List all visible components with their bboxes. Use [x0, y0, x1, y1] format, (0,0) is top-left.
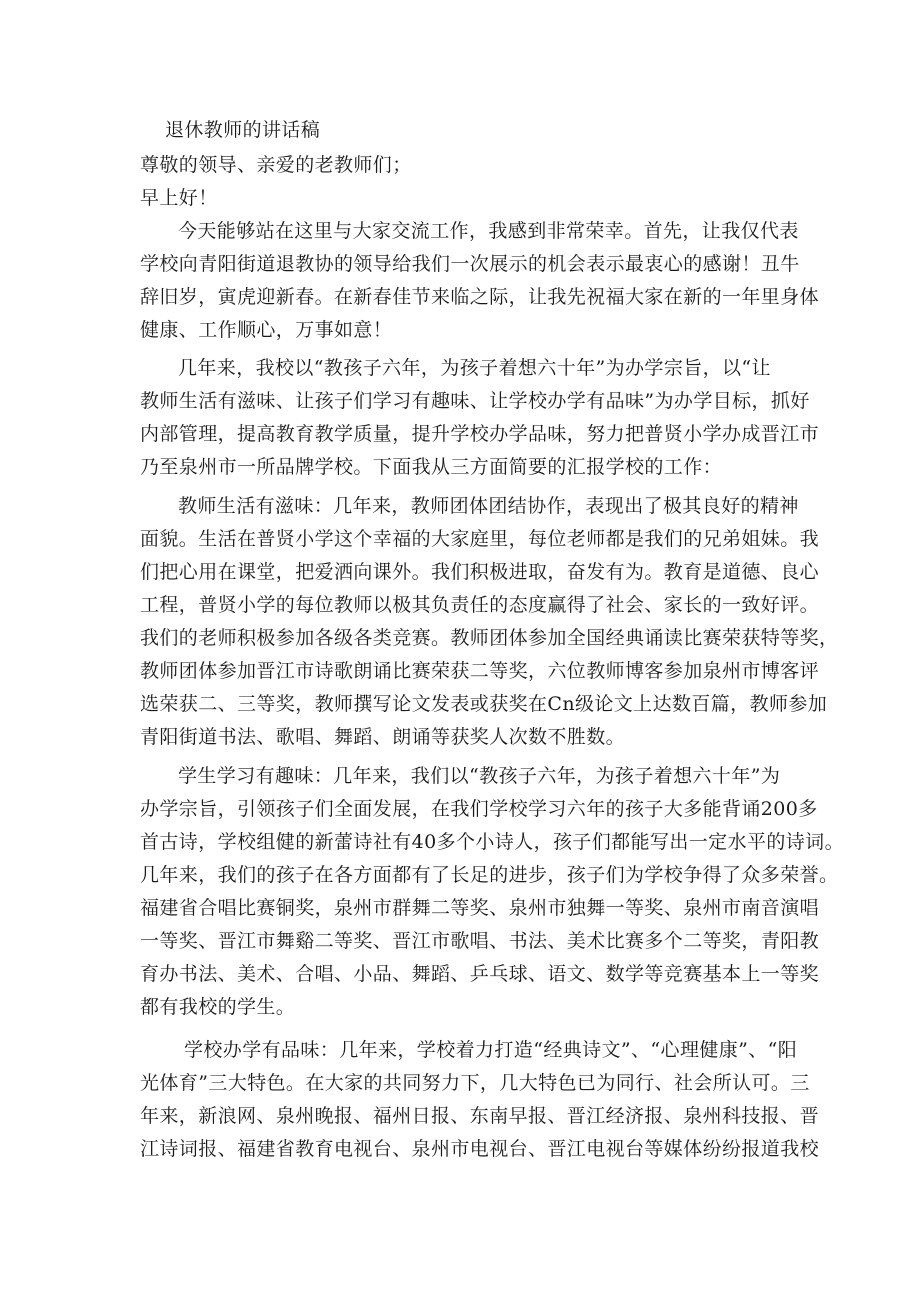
paragraph-1-line: 辞旧岁，寅虎迎新春。在新春佳节来临之际，让我先祝福大家在新的一年里身体 [140, 286, 820, 308]
paragraph-1-line: 今天能够站在这里与大家交流工作，我感到非常荣幸。首先，让我仅代表 [178, 220, 799, 242]
paragraph-2-line: 内部管理，提高教育教学质量，提升学校办学品味，努力把普贤小学办成晋江市 [140, 423, 820, 445]
salutation: 尊敬的领导、亲爱的老教师们； [140, 154, 412, 176]
paragraph-4-line: 福建省合唱比赛铜奖，泉州市群舞二等奖、泉州市独舞一等奖、泉州市南音演唱 [140, 897, 820, 919]
paragraph-2-line: 乃至泉州市一所品牌学校。下面我从三方面简要的汇报学校的工作： [140, 456, 723, 478]
paragraph-4-line: 一等奖、晋江市舞谿二等奖、晋江市歌唱、书法、美术比赛多个二等奖，青阳教 [140, 930, 820, 952]
paragraph-2-line: 教师生活有滋味、让孩子们学习有趣味、让学校办学有品味”为办学目标，抓好 [140, 390, 810, 412]
paragraph-4-line: 几年来，我们的孩子在各方面都有了长足的进步，孩子们为学校争得了众多荣誉。 [140, 864, 839, 886]
paragraph-3-line: 面貌。生活在普贤小学这个幸福的大家庭里，每位老师都是我们的兄弟姐妹。我 [140, 528, 820, 550]
paragraph-3-line: 青阳街道书法、歌唱、舞蹈、朗诵等获奖人次数不胜数。 [140, 726, 626, 748]
paragraph-5-line: 学校办学有品味：几年来，学校着力打造“经典诗文”、“心理健康”、“阳 [184, 1039, 798, 1061]
paragraph-3-line: 选荣获二、三等奖，教师撰写论文发表或获奖在Cn级论文上达数百篇，教师参加 [140, 693, 828, 715]
document-title: 退休教师的讲话稿 [165, 119, 321, 141]
paragraph-3-line: 教师生活有滋味：几年来，教师团体团结协作，表现出了极其良好的精神 [178, 495, 799, 517]
paragraph-5-line: 年来，新浪网、泉州晚报、福州日报、东南早报、晋江经济报、泉州科技报、晋 [140, 1105, 820, 1127]
paragraph-4-line: 办学宗旨，引领孩子们全面发展，在我们学校学习六年的孩子大多能背诵200多 [140, 798, 818, 820]
paragraph-4-line: 学生学习有趣味：几年来，我们以“教孩子六年，为孩子着想六十年”为 [178, 765, 781, 787]
paragraph-4-line: 都有我校的学生。 [140, 996, 296, 1018]
paragraph-5-line: 光体育”三大特色。在大家的共同努力下，几大特色已为同行、社会所认可。三 [140, 1072, 810, 1094]
paragraph-3-line: 们把心用在课堂，把爱洒向课外。我们积极进取，奋发有为。教育是道德、良心 [140, 561, 820, 583]
paragraph-4-line: 育办书法、美术、合唱、小品、舞蹈、乒乓球、语文、数学等竞赛基本上一等奖 [140, 963, 820, 985]
paragraph-3-line: 教师团体参加晋江市诗歌朗诵比赛荣获二等奖，六位教师博客参加泉州市博客评 [140, 660, 820, 682]
paragraph-5-line: 江诗词报、福建省教育电视台、泉州市电视台、晋江电视台等媒体纷纷报道我校 [140, 1138, 820, 1160]
paragraph-1-line: 学校向青阳街道退教协的领导给我们一次展示的机会表示最衷心的感谢！丑牛 [140, 253, 800, 275]
paragraph-4-line: 首古诗，学校组健的新蕾诗社有40多个小诗人，孩子们都能写出一定水平的诗词。 [140, 831, 844, 853]
paragraph-1-line: 健康、工作顺心，万事如意！ [140, 319, 393, 341]
paragraph-3-line: 我们的老师积极参加各级各类竞赛。教师团体参加全国经典诵读比赛荣获特等奖， [140, 627, 839, 649]
greeting: 早上好！ [140, 187, 218, 209]
paragraph-3-line: 工程，普贤小学的每位教师以极其负责任的态度赢得了社会、家长的一致好评。 [140, 594, 820, 616]
paragraph-2-line: 几年来，我校以“教孩子六年，为孩子着想六十年”为办学宗旨，以“让 [178, 357, 771, 379]
